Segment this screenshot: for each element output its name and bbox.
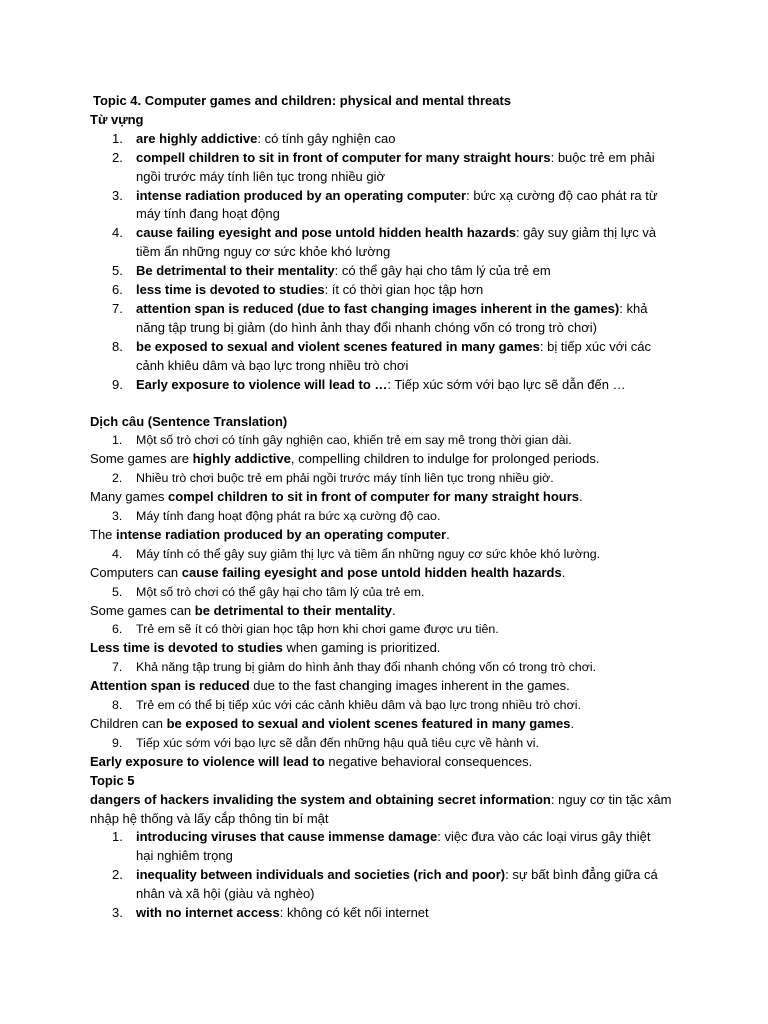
vocab-definition-cont: máy tính đang hoạt động (136, 206, 280, 222)
en-post: when gaming is prioritized. (282, 640, 441, 656)
vocab-term: intense radiation produced by an operating computer (136, 187, 467, 203)
en-sentence (0, 753, 768, 772)
intro-term: dangers of hackers invaliding the system and obtaining secret information (90, 791, 551, 807)
en-pre: Computers can (90, 564, 182, 580)
en-post: due to the fast changing images inherent in the games. (249, 678, 570, 694)
intro-definition: : nguy cơ tin tặc xâm (550, 791, 672, 807)
vocab-definition: : việc đưa vào các loại virus gây thiệt (437, 829, 651, 845)
translation-list (0, 431, 768, 771)
topic5-intro-cont: nhập hệ thống và lấy cắp thông tin bí mật (90, 810, 329, 826)
en-key-phrase: highly addictive (192, 451, 291, 467)
item-number: 3. (112, 187, 123, 203)
vi-text: Trẻ em sẽ ít có thời gian học tập hơn khi chơi game được ưu tiên. (136, 622, 499, 637)
vocab-definition: : bị tiếp xúc với các (539, 338, 651, 354)
item-number: 3. (112, 905, 123, 921)
vocab-item (0, 904, 768, 923)
topic5-title: Topic 5 (90, 772, 135, 788)
en-key-phrase: be detrimental to their mentality (194, 602, 392, 618)
item-number: 8. (112, 698, 123, 713)
vocab-term: introducing viruses that cause immense damage (136, 829, 438, 845)
vocab-item (0, 281, 768, 300)
vocab-definition: : có tính gây nghiện cao (257, 130, 396, 146)
item-number: 9. (112, 735, 123, 750)
vocab-definition: : gây suy giảm thị lực và (515, 225, 657, 241)
vocab-item (0, 149, 768, 168)
vi-sentence (0, 469, 768, 488)
vocab-term: Early exposure to violence will lead to … (136, 376, 388, 392)
en-post: negative behavioral consequences. (324, 753, 533, 769)
en-key-phrase: Early exposure to violence will lead to (90, 753, 325, 769)
vocab-term: less time is devoted to studies (136, 282, 325, 298)
vi-text: Một số trò chơi có tính gây nghiện cao, khiến trẻ em say mê trong thời gian dài. (136, 433, 572, 448)
vi-sentence (0, 734, 768, 753)
vocab-definition: : buộc trẻ em phải (550, 149, 655, 165)
vi-sentence (0, 658, 768, 677)
translation-heading: Dịch câu (Sentence Translation) (90, 413, 288, 429)
item-number: 4. (112, 546, 123, 561)
en-key-phrase: Less time is devoted to studies (90, 640, 283, 656)
vi-text: Máy tính có thể gây suy giảm thị lực và tiềm ẩn những nguy cơ sức khỏe khó lường. (136, 546, 601, 561)
vocab-term: with no internet access (136, 905, 280, 921)
vocab-item (0, 224, 768, 243)
vi-text: Nhiều trò chơi buộc trẻ em phải ngồi trước máy tính liên tục trong nhiều giờ. (136, 471, 554, 486)
item-number: 2. (112, 471, 123, 486)
vi-sentence (0, 507, 768, 526)
vocab-term: attention span is reduced (due to fast changing images inherent in the games) (136, 300, 620, 316)
vocab-definition-cont: năng tập trung bị giảm (do hình ảnh thay đổi nhanh chóng vốn có trong trò chơi) (136, 319, 597, 335)
item-number: 2. (112, 149, 123, 165)
item-number: 5. (112, 263, 123, 279)
en-pre: Children can (90, 716, 167, 731)
item-number: 6. (112, 622, 123, 637)
vi-text: Khả năng tập trung bị giảm do hình ảnh thay đổi nhanh chóng vốn có trong trò chơi. (136, 660, 597, 675)
vocab-term: are highly addictive (136, 130, 258, 146)
en-sentence (0, 488, 768, 507)
item-number: 5. (112, 584, 123, 599)
en-sentence (0, 602, 768, 621)
en-post: . (391, 602, 396, 618)
item-number: 3. (112, 509, 123, 524)
vocab-heading: Từ vựng (90, 111, 144, 127)
en-sentence (0, 526, 768, 545)
item-number: 1. (112, 829, 123, 845)
vocab-term: compell children to sit in front of computer for many straight hours (136, 149, 551, 165)
vocab-definition: : ít có thời gian học tập hơn (324, 282, 484, 298)
vi-sentence (0, 431, 768, 450)
topic5-vocab-list (0, 828, 768, 923)
en-post: , compelling children to indulge for prolonged periods. (290, 451, 600, 467)
en-sentence (0, 677, 768, 696)
en-pre: Some games can (90, 602, 195, 618)
en-key-phrase: cause failing eyesight and pose untold hidden health hazards (181, 564, 562, 580)
vocab-definition: : Tiếp xúc sớm với bạo lực sẽ dẫn đến … (387, 376, 626, 392)
vi-text: Máy tính đang hoạt động phát ra bức xạ cường độ cao. (136, 509, 441, 524)
vocab-definition-cont: hại nghiêm trọng (136, 848, 233, 864)
vi-sentence (0, 620, 768, 639)
topic4-title: Topic 4. Computer games and children: physical and mental threats (93, 93, 512, 108)
vocab-item (0, 866, 768, 885)
en-key-phrase: intense radiation produced by an operating computer (116, 526, 447, 542)
vocab-definition: : có thể gây hại cho tâm lý của trẻ em (334, 263, 551, 279)
item-number: 6. (112, 282, 123, 298)
item-number: 1. (112, 130, 123, 146)
vocab-item (0, 130, 768, 149)
en-post: . (579, 489, 583, 505)
en-pre: Many games (90, 489, 169, 505)
vocab-item (0, 187, 768, 206)
vi-sentence (0, 696, 768, 715)
item-number: 4. (112, 225, 123, 241)
en-sentence (0, 564, 768, 583)
en-sentence (0, 715, 768, 734)
vocab-item (0, 262, 768, 281)
vocab-definition-cont: tiềm ẩn những nguy cơ sức khỏe khó lường (136, 244, 391, 260)
spacer (0, 395, 768, 413)
vi-text: Một số trò chơi có thể gây hại cho tâm lý của trẻ em. (136, 584, 425, 599)
item-number: 7. (112, 660, 123, 675)
vocab-term: Be detrimental to their mentality (136, 263, 335, 279)
vi-sentence (0, 583, 768, 602)
vi-text: Trẻ em có thể bị tiếp xúc với các cảnh khiêu dâm và bạo lực trong nhiều trò chơi. (136, 698, 581, 713)
item-number: 7. (112, 300, 123, 316)
vocab-item (0, 828, 768, 847)
vocab-term: cause failing eyesight and pose untold hidden health hazards (136, 225, 516, 241)
en-sentence (0, 639, 768, 658)
vocab-definition: : không có kết nối internet (279, 905, 429, 921)
en-pre: The (90, 526, 117, 542)
en-key-phrase: compel children to sit in front of computer for many straight hours (168, 489, 580, 505)
vocab-term: be exposed to sexual and violent scenes featured in many games (136, 338, 540, 354)
en-post: . (570, 716, 575, 731)
vi-sentence (0, 545, 768, 564)
item-number: 9. (112, 376, 123, 392)
vocab-definition-cont: ngồi trước máy tính liên tục trong nhiều giờ (136, 168, 386, 184)
vocab-item (0, 338, 768, 357)
en-key-phrase: be exposed to sexual and violent scenes featured in many games (166, 716, 571, 731)
vocab-definition: : bức xạ cường độ cao phát ra từ (466, 187, 658, 203)
en-post: . (446, 526, 450, 542)
item-number: 2. (112, 867, 123, 883)
item-number: 1. (112, 433, 123, 448)
document-body (0, 92, 768, 923)
vocab-definition-cont: nhân và xã hội (giàu và nghèo) (136, 886, 315, 902)
topic5-intro (0, 791, 768, 810)
vocab-list (0, 130, 768, 395)
vocab-definition: : khả (619, 300, 648, 316)
en-post: . (561, 564, 566, 580)
vi-text: Tiếp xúc sớm với bạo lực sẽ dẫn đến những hậu quả tiêu cực về hành vi. (136, 735, 539, 750)
en-sentence (0, 450, 768, 469)
vocab-term: inequality between individuals and societies (rich and poor) (136, 867, 506, 883)
vocab-definition: : sự bất bình đẳng giữa cá (505, 867, 658, 883)
item-number: 8. (112, 338, 123, 354)
vocab-item (0, 300, 768, 319)
en-key-phrase: Attention span is reduced (90, 678, 250, 694)
vocab-definition-cont: cảnh khiêu dâm và bạo lực trong nhiều trò chơi (136, 357, 409, 373)
en-pre: Some games are (90, 451, 193, 467)
vocab-item (0, 376, 768, 395)
